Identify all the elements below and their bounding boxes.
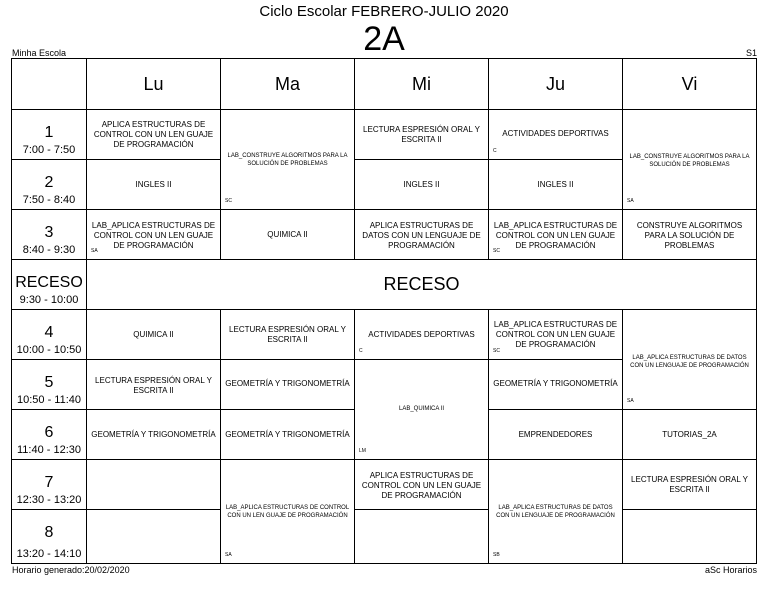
- lesson-name: LAB_APLICA ESTRUCTURAS DE CONTROL CON UN LEN GUAJE DE PROGRAMACIÓN: [493, 320, 618, 349]
- period-number: 1: [44, 124, 54, 141]
- lesson-name: LAB_CONSTRUYE ALGORITMOS PARA LA SOLUCIÓN DE PROBLEMAS: [227, 153, 348, 167]
- lesson-name: INGLES II: [403, 180, 440, 189]
- room-label: SA: [225, 552, 232, 558]
- lesson-ju-7-8[interactable]: [488, 459, 623, 564]
- lesson-ju-1[interactable]: [488, 109, 623, 160]
- lesson-lu-7[interactable]: [86, 459, 221, 510]
- lesson-name: QUIMICA II: [267, 230, 308, 239]
- period-time: 10:00 - 10:50: [16, 344, 82, 356]
- lesson-name: GEOMETRÍA Y TRIGONOMETRÍA: [91, 430, 216, 439]
- room-label: SC: [225, 198, 232, 204]
- lesson-lu-8[interactable]: [86, 509, 221, 564]
- lesson-lu-3[interactable]: [86, 209, 221, 260]
- day-header-lu: Lu: [86, 58, 221, 110]
- timetable-grid: [11, 58, 757, 564]
- lesson-name: GEOMETRÍA Y TRIGONOMETRÍA: [225, 430, 350, 439]
- lesson-mi-3[interactable]: [354, 209, 489, 260]
- lesson-name: ACTIVIDADES DEPORTIVAS: [502, 129, 609, 138]
- lesson-name: ACTIVIDADES DEPORTIVAS: [368, 330, 475, 339]
- lesson-vi-1-2[interactable]: [622, 109, 757, 210]
- lesson-ma-6[interactable]: [220, 409, 355, 460]
- group-name: 2A: [363, 20, 405, 58]
- lesson-lu-1[interactable]: [86, 109, 221, 160]
- schedule-title: Ciclo Escolar FEBRERO-JULIO 2020: [259, 3, 509, 20]
- lesson-name: LAB_APLICA ESTRUCTURAS DE CONTROL CON UN LEN GUAJE DE PROGRAMACIÓN: [225, 505, 350, 519]
- lesson-name: LAB_APLICA ESTRUCTURAS DE DATOS CON UN LENGUAJE DE PROGRAMACIÓN: [496, 505, 615, 519]
- lesson-lu-5[interactable]: [86, 359, 221, 410]
- lesson-name: INGLES II: [537, 180, 574, 189]
- generated-date: Horario generado:20/02/2020: [12, 565, 130, 575]
- lesson-mi-8[interactable]: [354, 509, 489, 564]
- period-4: [11, 309, 87, 360]
- period-time: 7:50 - 8:40: [22, 194, 76, 206]
- lesson-name: APLICA ESTRUCTURAS DE CONTROL CON UN LEN GUAJE DE PROGRAMACIÓN: [93, 120, 214, 149]
- lesson-vi-7[interactable]: [622, 459, 757, 510]
- lesson-ma-1-2[interactable]: [220, 109, 355, 210]
- lesson-vi-8[interactable]: [622, 509, 757, 564]
- room-label: C: [359, 348, 363, 354]
- room-label: SC: [493, 348, 500, 354]
- period-3: [11, 209, 87, 260]
- period-2: [11, 159, 87, 210]
- lesson-name: LECTURA ESPRESIÓN ORAL Y ESCRITA II: [229, 325, 346, 344]
- recess-band: RECESO: [86, 259, 757, 310]
- room-label: LM: [359, 448, 366, 454]
- lesson-vi-6[interactable]: [622, 409, 757, 460]
- period-time: 13:20 - 14:10: [16, 548, 82, 560]
- period-time: 10:50 - 11:40: [16, 394, 81, 406]
- lesson-mi-1[interactable]: [354, 109, 489, 160]
- lesson-ju-4[interactable]: [488, 309, 623, 360]
- lesson-name: CONSTRUYE ALGORITMOS PARA LA SOLUCIÓN DE PROBLEMAS: [636, 221, 743, 250]
- room-label: C: [493, 148, 497, 154]
- lesson-name: EMPRENDEDORES: [518, 430, 593, 439]
- day-header-vi: Vi: [622, 58, 757, 110]
- lesson-mi-4[interactable]: [354, 309, 489, 360]
- period-1: [11, 109, 87, 160]
- lesson-name: LAB_APLICA ESTRUCTURAS DE CONTROL CON UN LEN GUAJE DE PROGRAMACIÓN: [493, 221, 618, 250]
- lesson-ju-3[interactable]: [488, 209, 623, 260]
- brand-label: aSc Horarios: [704, 565, 757, 575]
- period-number: RECESO: [15, 274, 83, 291]
- lesson-name: GEOMETRÍA Y TRIGONOMETRÍA: [493, 379, 618, 388]
- lesson-ma-3[interactable]: [220, 209, 355, 260]
- period-number: 7: [44, 474, 54, 491]
- period-number: 2: [44, 174, 54, 191]
- lesson-name: LECTURA ESPRESIÓN ORAL Y ESCRITA II: [363, 125, 480, 144]
- corner-cell: [11, 58, 87, 110]
- period-number: 4: [44, 324, 54, 341]
- lesson-name: LAB_QUIMICA II: [398, 406, 444, 412]
- lesson-mi-2[interactable]: [354, 159, 489, 210]
- period-recess: [11, 259, 87, 310]
- lesson-ju-6[interactable]: [488, 409, 623, 460]
- period-number: 8: [44, 524, 54, 541]
- lesson-ma-7-8[interactable]: [220, 459, 355, 564]
- lesson-mi-7[interactable]: [354, 459, 489, 510]
- lesson-name: GEOMETRÍA Y TRIGONOMETRÍA: [225, 379, 350, 388]
- room-label: SA: [627, 198, 634, 204]
- lesson-ma-4[interactable]: [220, 309, 355, 360]
- period-number: 5: [44, 374, 54, 391]
- lesson-vi-4-5[interactable]: [622, 309, 757, 410]
- lesson-lu-4[interactable]: [86, 309, 221, 360]
- period-7: [11, 459, 87, 510]
- room-label: SA: [91, 248, 98, 254]
- day-header-ju: Ju: [488, 58, 623, 110]
- room-label: SC: [493, 248, 500, 254]
- period-number: 3: [44, 224, 54, 241]
- lesson-name: APLICA ESTRUCTURAS DE CONTROL CON UN LEN GUAJE DE PROGRAMACIÓN: [361, 471, 482, 500]
- lesson-name: TUTORIAS_2A: [662, 430, 717, 439]
- period-time: 12:30 - 13:20: [16, 494, 82, 506]
- period-5: [11, 359, 87, 410]
- lesson-name: LAB_APLICA ESTRUCTURAS DE CONTROL CON UN LEN GUAJE DE PROGRAMACIÓN: [91, 221, 216, 250]
- lesson-name: LAB_APLICA ESTRUCTURAS DE DATOS CON UN LENGUAJE DE PROGRAMACIÓN: [630, 355, 749, 369]
- schedule-code: S1: [745, 48, 757, 58]
- lesson-ju-2[interactable]: [488, 159, 623, 210]
- lesson-mi-5-6[interactable]: [354, 359, 489, 460]
- lesson-name: QUIMICA II: [133, 330, 174, 339]
- lesson-vi-3[interactable]: [622, 209, 757, 260]
- period-6: [11, 409, 87, 460]
- period-time: 11:40 - 12:30: [16, 444, 81, 456]
- lesson-name: LECTURA ESPRESIÓN ORAL Y ESCRITA II: [95, 376, 212, 395]
- period-time: 9:30 - 10:00: [19, 294, 79, 306]
- day-header-mi: Mi: [354, 58, 489, 110]
- day-header-ma: Ma: [220, 58, 355, 110]
- lesson-name: LAB_CONSTRUYE ALGORITMOS PARA LA SOLUCIÓN DE PROBLEMAS: [629, 154, 750, 168]
- lesson-ma-5[interactable]: [220, 359, 355, 410]
- period-time: 8:40 - 9:30: [22, 244, 76, 256]
- period-number: 6: [44, 424, 54, 441]
- lesson-lu-2[interactable]: [86, 159, 221, 210]
- lesson-name: APLICA ESTRUCTURAS DE DATOS CON UN LENGUAJE DE PROGRAMACIÓN: [362, 221, 481, 250]
- lesson-lu-6[interactable]: [86, 409, 221, 460]
- room-label: SB: [493, 552, 500, 558]
- school-name: Minha Escola: [12, 48, 67, 58]
- lesson-name: INGLES II: [135, 180, 172, 189]
- room-label: SA: [627, 398, 634, 404]
- lesson-ju-5[interactable]: [488, 359, 623, 410]
- period-8: [11, 509, 87, 564]
- lesson-name: LECTURA ESPRESIÓN ORAL Y ESCRITA II: [631, 475, 748, 494]
- period-time: 7:00 - 7:50: [22, 144, 76, 156]
